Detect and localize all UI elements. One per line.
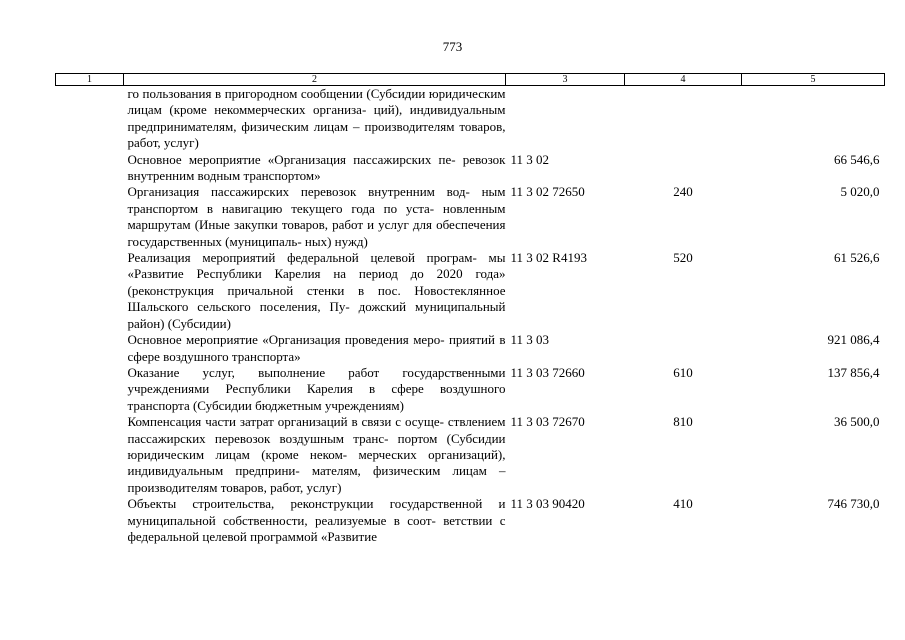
column-header-4: 4 [625, 74, 742, 86]
item-amount: 5 020,0 [840, 184, 880, 200]
expense-type: 410 [673, 496, 693, 512]
table-row [56, 152, 885, 185]
expense-type: 240 [673, 184, 693, 200]
item-code: 11 3 03 90420 [510, 496, 585, 512]
row-number-cell [56, 86, 124, 152]
item-name: Основное мероприятие «Организация пассажирских пе- ревозок внутренним водным транспортом» [127, 151, 506, 184]
item-code [506, 86, 625, 152]
table-row [56, 250, 885, 332]
table-header [56, 74, 885, 86]
table-row [56, 332, 885, 365]
item-name: Реализация мероприятий федеральной целевой програм- мы «Развитие Республики Карелия на период до 2020 года» (реконструкция причальной стенки в пос. Новостеклянное Шальского сельского поселения, Пу- дожский муниципальный район) (Субсидии) [127, 250, 506, 331]
column-header-2: 2 [124, 74, 506, 86]
expense-type: 610 [673, 364, 693, 380]
column-header-3: 3 [506, 74, 625, 86]
expense-type [625, 86, 742, 152]
item-code: 11 3 02 72650 [510, 184, 585, 200]
table-row [56, 365, 885, 414]
item-name: Объекты строительства, реконструкции государственной и муниципальной собственности, реализуемые в соот- ветствии с федеральной целевой программой «Развитие [127, 496, 506, 544]
expense-type [625, 152, 742, 185]
row-number-cell [56, 496, 124, 545]
item-code: 11 3 03 72670 [510, 414, 585, 430]
row-number-cell [56, 184, 124, 250]
column-header-1: 1 [56, 74, 124, 86]
item-code: 11 3 03 [510, 332, 550, 348]
item-amount: 746 730,0 [827, 496, 880, 512]
item-name: Организация пассажирских перевозок внутренним вод- ным транспортом в навигацию текущего года по уста- новленным маршрутам (Иные закупки товаров, работ и услуг для обеспечения государственных (муниципаль- ных) нужд) [127, 184, 506, 249]
row-number-cell [56, 414, 124, 496]
item-amount [742, 86, 885, 152]
item-code: 11 3 03 72660 [510, 364, 585, 380]
expense-type: 810 [673, 414, 693, 430]
item-amount: 61 526,6 [834, 250, 880, 266]
table-row [56, 414, 885, 496]
item-amount: 137 856,4 [827, 364, 880, 380]
row-number-cell [56, 332, 124, 365]
item-amount: 66 546,6 [834, 151, 880, 167]
item-code: 11 3 02 [510, 151, 550, 167]
expense-type: 520 [673, 250, 693, 266]
expense-type [625, 332, 742, 365]
item-name: го пользования в пригородном сообщении (Субсидии юридическим лицам (кроме некоммерческих организа- ций), индивидуальным предпринимателям, физическим лицам – производителям товаров, работ, услуг) [127, 86, 506, 151]
row-number-cell [56, 250, 124, 332]
item-amount: 36 500,0 [834, 414, 880, 430]
table-row [56, 496, 885, 545]
row-number-cell [56, 365, 124, 414]
table-row [56, 184, 885, 250]
item-name: Компенсация части затрат организаций в связи с осуще- ствлением пассажирских перевозок воздушным транс- портом (Субсидии юридическим лицам (кроме неком- мерческих организаций), индивидуальным предприни- мателям, физическим лицам – производителям товаров, работ, услуг) [127, 414, 506, 495]
item-name: Основное мероприятие «Организация проведения меро- приятий в сфере воздушного транспорта» [127, 332, 506, 364]
page-number: 773 [442, 39, 463, 54]
header-row [56, 74, 885, 86]
table-row [56, 86, 885, 152]
item-name: Оказание услуг, выполнение работ государственными учреждениями Республики Карелия в сфере воздушного транспорта (Субсидии бюджетным учреждениям) [127, 364, 506, 413]
row-number-cell [56, 152, 124, 185]
item-amount: 921 086,4 [827, 332, 880, 348]
budget-table [55, 73, 885, 545]
item-code: 11 3 02 R4193 [510, 250, 587, 266]
column-header-5: 5 [742, 74, 885, 86]
table-body [56, 86, 885, 546]
